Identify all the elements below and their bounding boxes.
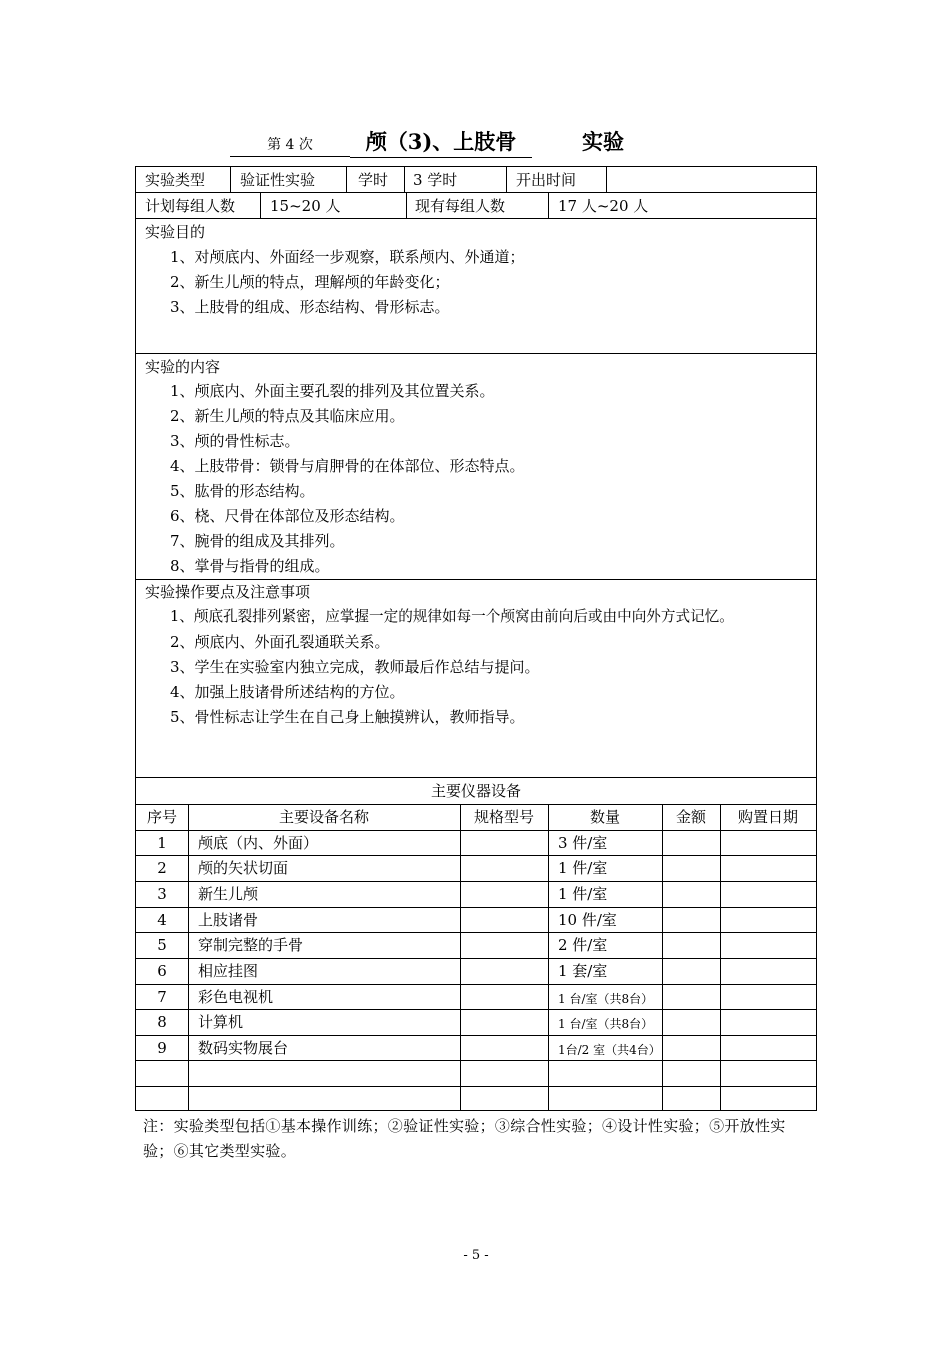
cell-name: 颅底（内、外面） [198,834,319,852]
content-item: 6、桡、尺骨在体部位及形态结构。 [170,507,405,525]
experiment-topic: 颅（3)、上肢骨 [350,126,532,158]
operations-heading: 实验操作要点及注意事项 [145,583,311,601]
col-header-amount: 金额 [675,808,706,826]
content-item: 4、上肢带骨：锁骨与肩胛骨的在体部位、形态特点。 [170,457,525,475]
operations-item: 2、颅底内、外面孔裂通联关系。 [170,633,390,651]
content-item: 5、肱骨的形态结构。 [170,482,315,500]
open-time-label: 开出时间 [516,171,577,189]
cell-no: 3 [157,885,167,903]
cell-no: 4 [157,911,167,929]
hours-value: 3 学时 [413,171,458,189]
cell-qty: 1 台/室（共8台） [558,992,654,1006]
type-value: 验证性实验 [240,171,316,189]
type-label: 实验类型 [145,171,206,189]
current-group-label: 现有每组人数 [415,197,506,215]
cell-no: 8 [157,1013,167,1031]
purpose-item: 2、新生儿颅的特点，理解颅的年龄变化； [170,273,450,291]
cell-name: 数码实物展台 [198,1039,289,1057]
col-header-no: 序号 [146,808,177,826]
col-header-date: 购置日期 [737,808,798,826]
cell-name: 计算机 [198,1013,244,1031]
page-title [0,126,952,156]
equipment-heading: 主要仪器设备 [430,782,521,800]
hours-label: 学时 [358,171,389,189]
operations-item: 1、颅底孔裂排列紧密，应掌握一定的规律如每一个颅窝由前向后或由中向外方式记忆。 [170,608,734,625]
operations-item: 3、学生在实验室内独立完成，教师最后作总结与提问。 [170,658,540,676]
cell-name: 上肢诸骨 [198,911,259,929]
col-header-name: 主要设备名称 [278,808,369,826]
cell-qty: 1 件/室 [558,859,608,877]
plan-group-label: 计划每组人数 [145,197,236,215]
content-heading: 实验的内容 [145,358,221,376]
footnote: 注：实验类型包括①基本操作训练；②验证性实验；③综合性实验；④设计性实验；⑤开放性实验；⑥其它类型实验。 [143,1117,786,1160]
experiment-form [135,166,817,1111]
content-item: 8、掌骨与指骨的组成。 [170,557,330,575]
cell-no: 5 [157,936,167,954]
current-group-value: 17 人~20 人 [558,197,649,215]
operations-item: 5、骨性标志让学生在自己身上触摸辨认，教师指导。 [170,708,525,726]
cell-no: 7 [157,988,167,1006]
purpose-heading: 实验目的 [145,223,206,241]
cell-name: 彩色电视机 [198,988,274,1006]
content-item: 7、腕骨的组成及其排列。 [170,532,345,550]
cell-name: 相应挂图 [198,962,259,980]
cell-qty: 1 套/室 [558,962,608,980]
experiment-suffix: 实验 [582,129,624,154]
cell-no: 9 [157,1039,167,1057]
col-header-spec: 规格型号 [473,808,534,826]
purpose-item: 3、上肢骨的组成、形态结构、骨形标志。 [170,298,450,316]
cell-name: 颅的矢状切面 [198,859,289,877]
cell-qty: 10 件/室 [558,911,617,929]
session-number: 第 4 次 [230,134,350,157]
content-item: 1、颅底内、外面主要孔裂的排列及其位置关系。 [170,382,495,400]
cell-name: 新生儿颅 [198,885,259,903]
cell-no: 1 [157,834,167,852]
cell-qty: 2 件/室 [558,936,608,954]
cell-qty: 3 件/室 [558,834,608,852]
content-item: 3、颅的骨性标志。 [170,432,300,450]
purpose-item: 1、对颅底内、外面经一步观察，联系颅内、外通道； [170,248,525,266]
cell-qty: 1 台/室（共8台） [558,1017,654,1031]
col-header-qty: 数量 [589,808,620,826]
plan-group-value: 15~20 人 [270,197,341,215]
content-item: 2、新生儿颅的特点及其临床应用。 [170,407,405,425]
page-number: - 5 - [463,1248,489,1263]
cell-no: 2 [157,859,167,877]
cell-no: 6 [157,962,167,980]
cell-qty: 1 件/室 [558,885,608,903]
cell-name: 穿制完整的手骨 [198,936,304,954]
cell-qty: 1台/2 室（共4台） [558,1043,661,1057]
operations-item: 4、加强上肢诸骨所述结构的方位。 [170,683,405,701]
